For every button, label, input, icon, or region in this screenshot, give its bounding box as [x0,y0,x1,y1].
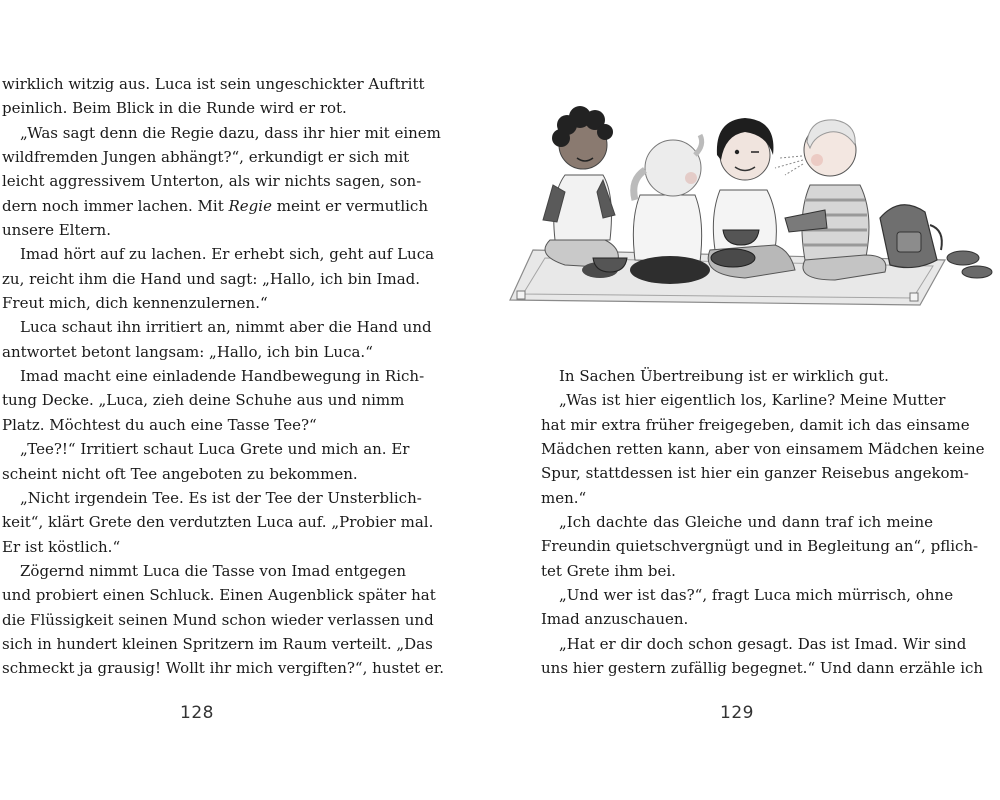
backpack [880,205,942,268]
text-fragment: meint er vermutlich [271,196,428,215]
text-line: Zögernd nimmt Luca die Tasse von Imad entgegen [20,561,407,580]
shoes [947,251,992,278]
text-line [2,194,428,218]
text-line: Mädchen retten kann, aber von einsamem Mädchen keine [541,440,985,459]
text-line: Er ist köstlich.“ [2,537,121,556]
text-line: Imad hört auf zu lachen. Er erhebt sich, geht auf Luca [20,245,435,264]
text-line: Freut mich, dich kennenzulernen.“ [2,294,268,313]
text-line: peinlich. Beim Blick in die Runde wird er rot. [2,99,347,118]
text-line: Spur, stattdessen ist hier ein ganzer Reisebus angekom- [541,464,969,483]
text-line: tung Decke. „Luca, zieh deine Schuhe aus und nimm [2,391,405,410]
text-line: Imad macht eine einladende Handbewegung in Rich- [20,367,425,386]
text-line: hat mir extra früher freigegeben, damit ich das einsame [541,415,970,434]
text-line: leicht aggressivem Unterton, als wir nichts sagen, son- [2,172,422,191]
text-line: und probiert einen Schluck. Einen Augenblick später hat [2,586,436,605]
text-line: In Sachen Übertreibung ist er wirklich gut. [559,367,889,385]
text-line: scheint nicht oft Tee angeboten zu bekommen. [2,464,358,483]
text-line: „Und wer ist das?“, fragt Luca mich mürrisch, ohne [559,586,954,605]
text-line: sich in hundert kleinen Spritzern im Raum verteilt. „Das [2,634,433,653]
page-number: 128 [180,703,214,723]
child-dark-hair [708,118,795,278]
text-line: keit“, klärt Grete den verdutzten Luca auf. „Probier mal. [2,513,434,532]
text-line: „Was ist hier eigentlich los, Karline? Meine Mutter [559,391,946,410]
text-line: tet Grete ihm bei. [541,561,676,580]
text-line: „Was sagt denn die Regie dazu, dass ihr hier mit einem [20,123,441,142]
text-line: unsere Eltern. [2,221,111,240]
text-line: uns hier gestern zufällig begegnet.“ Und dann erzähle ich [541,659,984,678]
text-line: antwortet betont langsam: „Hallo, ich bin Luca.“ [2,342,373,361]
text-line: die Flüssigkeit seinen Mund schon wieder verlassen und [2,610,434,629]
text-line: „Hat er dir doch schon gesagt. Das ist Imad. Wir sind [559,634,967,653]
page-number: 129 [720,703,754,723]
text-line: Freundin quietschvergnügt und in Begleitung an“, pflich- [541,537,979,556]
left-text-block [2,72,445,681]
text-line: Imad anzuschauen. [541,610,689,629]
text-line: „Ich dachte das Gleiche und dann traf ich meine [559,513,933,532]
text-line: „Tee?!“ Irritiert schaut Luca Grete und mich an. Er [20,440,410,459]
text-line: „Nicht irgendein Tee. Es ist der Tee der Unsterblich- [20,488,422,507]
text-line: men.“ [541,488,587,507]
text-fragment: dern noch immer lachen. Mit [2,196,229,215]
text-line: Platz. Möchtest du auch eine Tasse Tee?“ [2,415,317,434]
text-line: zu, reicht ihm die Hand und sagt: „Hallo, ich bin Imad. [2,269,421,288]
children-picnic-illustration [505,100,1000,315]
child-curly-hair [543,106,618,278]
text-line: schmeckt ja grausig! Wollt ihr mich vergiften?“, hustet er. [2,659,445,678]
text-line: Luca schaut ihn irritiert an, nimmt aber die Hand und [20,318,432,337]
child-pigtails [630,135,710,284]
emphasized-word: Regie [228,196,272,215]
text-line: wirklich witzig aus. Luca ist sein ungeschickter Auftritt [2,75,425,93]
right-text-block [541,364,985,680]
text-line: wildfremden Jungen abhängt?“, erkundigt er sich mit [2,148,410,167]
